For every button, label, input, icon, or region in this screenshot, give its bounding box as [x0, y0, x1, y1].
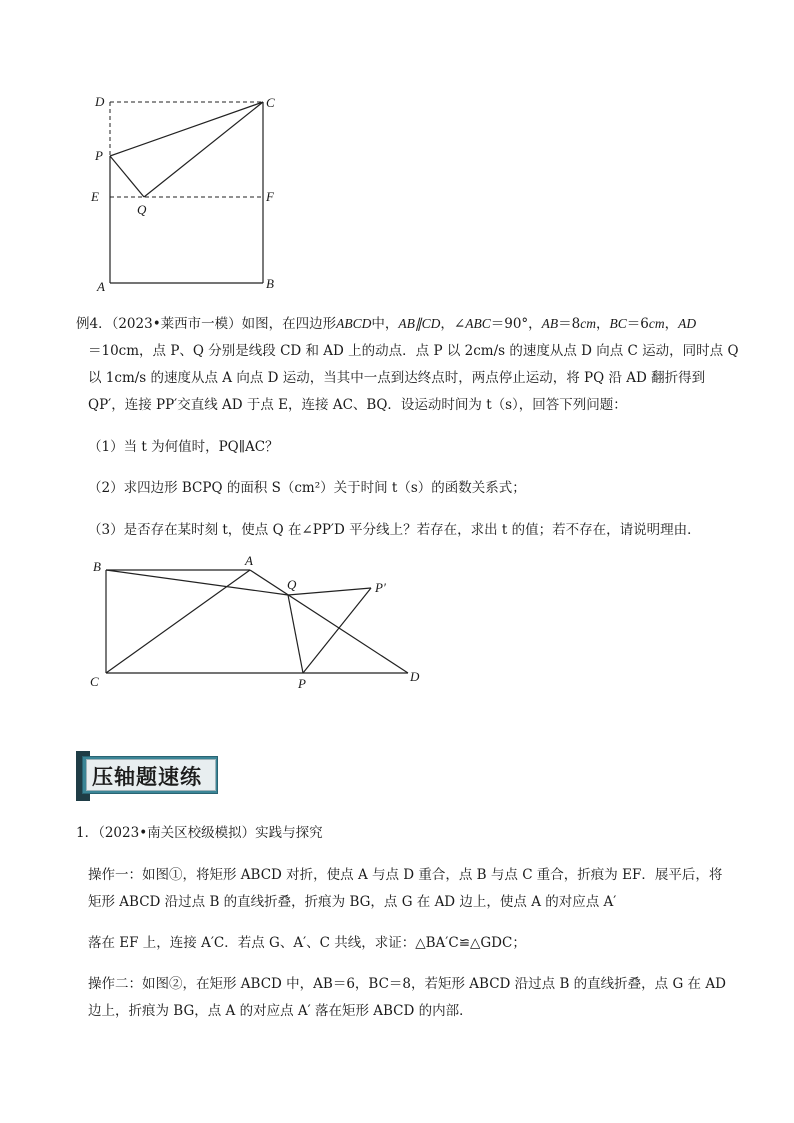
ex4-text-c: 中，: [371, 316, 399, 332]
label-P: P: [95, 148, 103, 163]
ex4-text-k: ，: [596, 316, 610, 332]
label2-Q: Q: [287, 577, 297, 592]
example4-question-2: （2）求四边形 BCPQ 的面积 S（cm²）关于时间 t（s）的函数关系式；: [88, 480, 526, 496]
example4-line4: QP′，连接 PP′交直线 AD 于点 E，连接 AC、BQ．设运动时间为 t（s），回答下列问题：: [88, 397, 627, 413]
problem1-heading: 1．（2023•南关区校级模拟）实践与探究: [76, 825, 323, 841]
ex4-text-e: ，∠: [440, 316, 466, 332]
label-B: B: [266, 276, 274, 291]
segment-QP: [288, 595, 303, 673]
ex4-text-a: 例4．（2023•莱西市一模）如图，在四边形: [76, 316, 337, 332]
example4-line2: ＝10cm，点 P、Q 分别是线段 CD 和 AD 上的动点．点 P 以 2cm/s 的速度从点 D 向点 C 运动，同时点 Q: [88, 343, 739, 359]
segment-PP-prime: [303, 588, 371, 673]
ex4-text-d: AB∥CD: [398, 316, 441, 331]
ex4-text-f: ABC: [465, 316, 491, 331]
label2-A: A: [245, 553, 253, 568]
figure-1-diagram: [80, 88, 300, 298]
example4-question-3: （3）是否存在某时刻 t，使点 Q 在∠PP′D 平分线上？若存在，求出 t 的值；若不存在，请说明理由．: [88, 522, 701, 538]
ex4-text-o: ，: [664, 316, 679, 332]
problem1-op2-line2: 边上，折痕为 BG，点 A 的对应点 A′ 落在矩形 ABCD 的内部．: [88, 1003, 473, 1019]
problem1-op1-line1: 操作一：如图①，将矩形 ABCD 对折，使点 A 与点 D 重合，点 B 与点 C 重合，折痕为 EF．展平后，将: [88, 867, 723, 883]
label-Q: Q: [137, 202, 147, 217]
segment-QP-prime: [288, 588, 371, 595]
label2-P: P: [298, 676, 306, 691]
label2-P-prime: P′: [375, 580, 386, 595]
label2-C: C: [90, 674, 99, 689]
ex4-text-b: ABCD: [336, 316, 372, 331]
problem1-op1-line3: 落在 EF 上，连接 A′C．若点 G、A′、C 共线，求证：△BA′C≌△GDC；: [88, 935, 526, 951]
example4-line3: 以 1cm/s 的速度从点 A 向点 D 运动，当其中一点到达终点时，两点停止运动，将 PQ 沿 AD 翻折得到: [88, 370, 706, 386]
section-banner: [76, 751, 218, 801]
label-C: C: [266, 95, 275, 110]
example4-line1: [76, 313, 696, 335]
label-F: F: [266, 189, 274, 204]
label-E: E: [91, 189, 99, 204]
ex4-text-i: ＝8: [558, 316, 581, 332]
segment-PQ: [110, 156, 144, 197]
ex4-text-l: BC: [609, 316, 627, 331]
figure-2-diagram: [86, 552, 426, 697]
ex4-text-n: cm: [648, 316, 665, 331]
label-A: A: [97, 279, 105, 294]
segment-QC: [144, 102, 263, 197]
label2-B: B: [93, 559, 101, 574]
label-D: D: [95, 94, 105, 109]
ex4-text-h: AB: [541, 316, 559, 331]
segment-CA: [106, 570, 250, 673]
segment-PC: [110, 102, 263, 156]
label2-D: D: [410, 669, 420, 684]
problem1-op2-line1: 操作二：如图②，在矩形 ABCD 中，AB＝6，BC＝8，若矩形 ABCD 沿过点 B 的直线折叠，点 G 在 AD: [88, 976, 726, 992]
section-title: 压轴题速练: [92, 765, 202, 789]
example4-question-1: （1）当 t 为何值时，PQ∥AC？: [88, 439, 279, 455]
ex4-text-g: ＝90°，: [490, 316, 542, 332]
problem1-op1-line2: 矩形 ABCD 沿过点 B 的直线折叠，折痕为 BG，点 G 在 AD 边上，使点 A 的对应点 A′: [88, 894, 617, 910]
ex4-text-m: ＝6: [626, 316, 649, 332]
ex4-text-j: cm: [580, 316, 597, 331]
ex4-text-p: AD: [678, 316, 697, 331]
segment-BQ: [106, 570, 288, 595]
